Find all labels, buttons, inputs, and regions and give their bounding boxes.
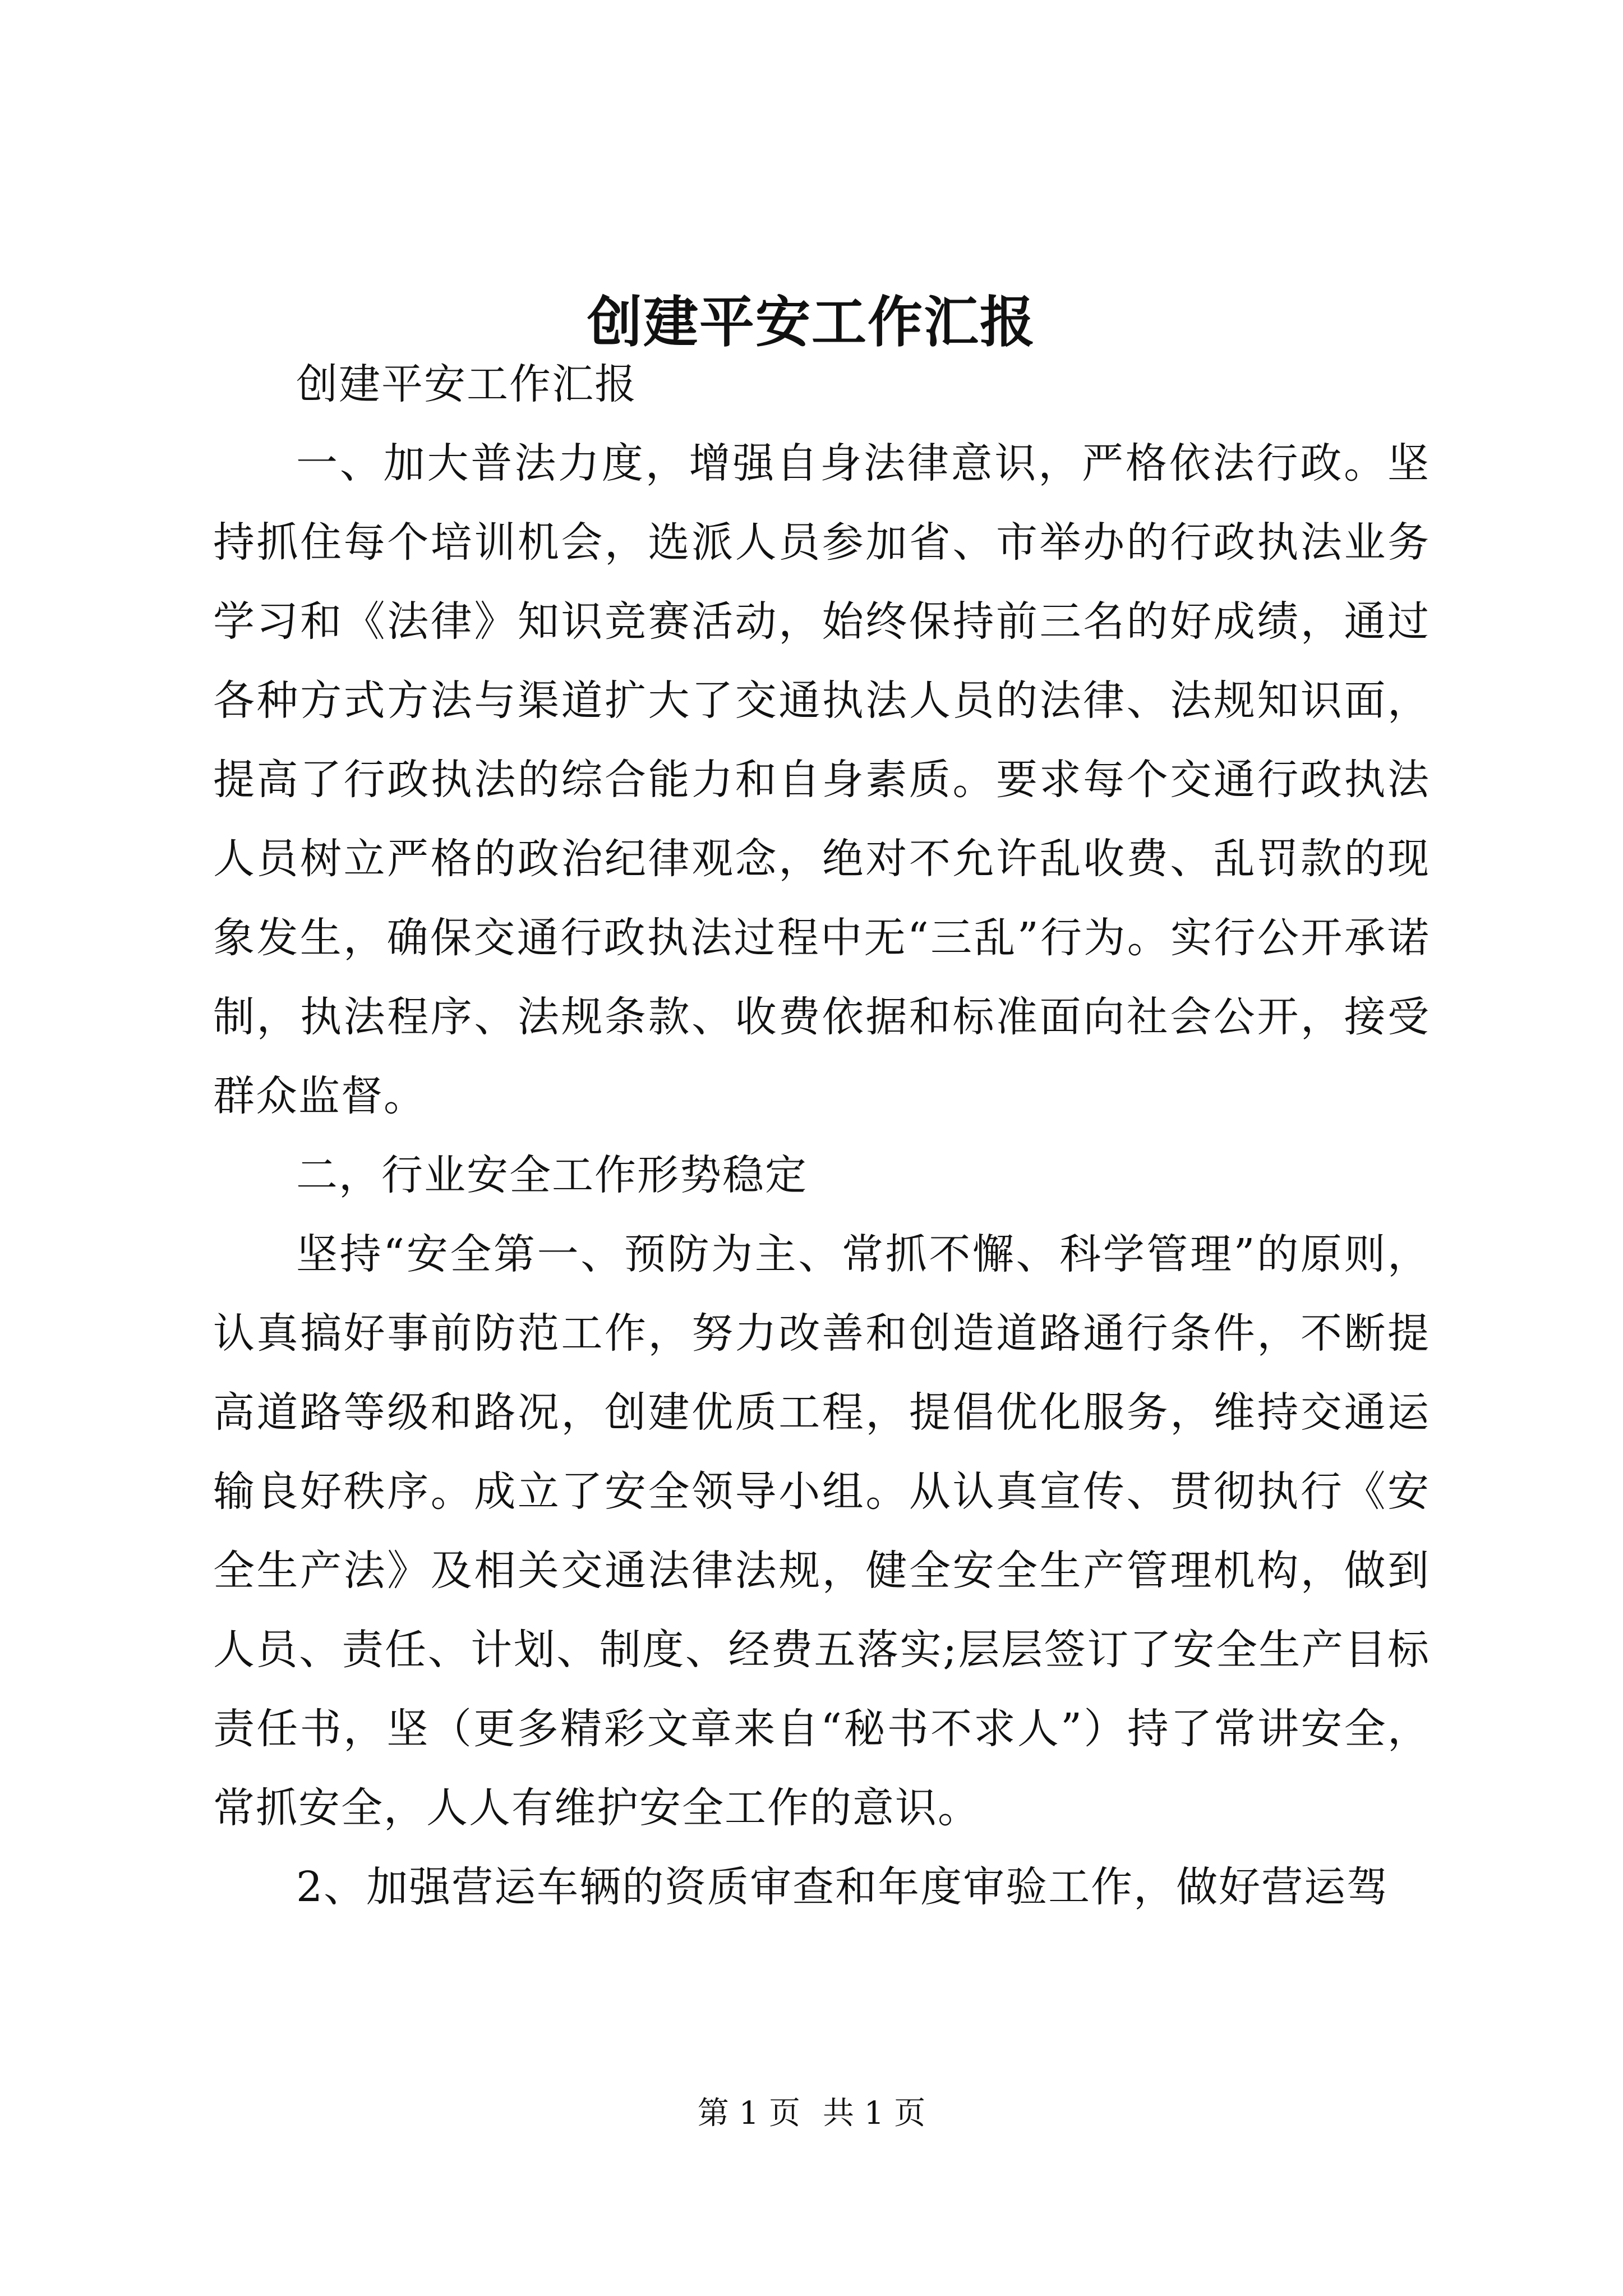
page-total: 共 1 页 [823,2095,926,2132]
paragraph-safety-principles: 坚持“安全第一、预防为主、常抓不懈、科学管理”的原则，认真搞好事前防范工作，努力改善和创造道路通行条件，不断提高道路等级和路况，创建优质工程，提倡优化服务，维持交通运输良好秩序。成立了安全领导小组。从认真宣传、贯彻执行《安全生产法》及相关交通法律法规，健全安全生产管理机构，做到人员、责任、计划、制度、经费五落实;层层签订了安全生产目标责任书，坚（更多精彩文章来自“秘书不求人”）持了常讲安全，常抓安全，人人有维护安全工作的意识。 [213,1230,1430,1832]
page-footer [0,2091,1623,2136]
paragraph-heading-2: 二，行业安全工作形势稳定 [296,1151,808,1199]
document-body [213,345,1430,1927]
page-number: 第 1 页 [697,2095,800,2132]
paragraph-section-1: 一、加大普法力度，增强自身法律意识，严格依法行政。坚持抓住每个培训机会，选派人员参加省、市举办的行政执法业务学习和《法律》知识竞赛活动，始终保持前三名的好成绩，通过各种方式方法与渠道扩大了交通执法人员的法律、法规知识面，提高了行政执法的综合能力和自身素质。要求每个交通行政执法人员树立严格的政治纪律观念，绝对不允许乱收费、乱罚款的现象发生，确保交通行政执法过程中无“三乱”行为。实行公开承诺制，执法程序、法规条款、收费依据和标准面向社会公开，接受群众监督。 [213,439,1430,1120]
paragraph-subtitle: 创建平安工作汇报 [296,360,637,408]
document-title: 创建平安工作汇报 [587,290,1036,355]
paragraph-item-2: 2、加强营运车辆的资质审查和年度审验工作，做好营运驾 [296,1863,1390,1911]
